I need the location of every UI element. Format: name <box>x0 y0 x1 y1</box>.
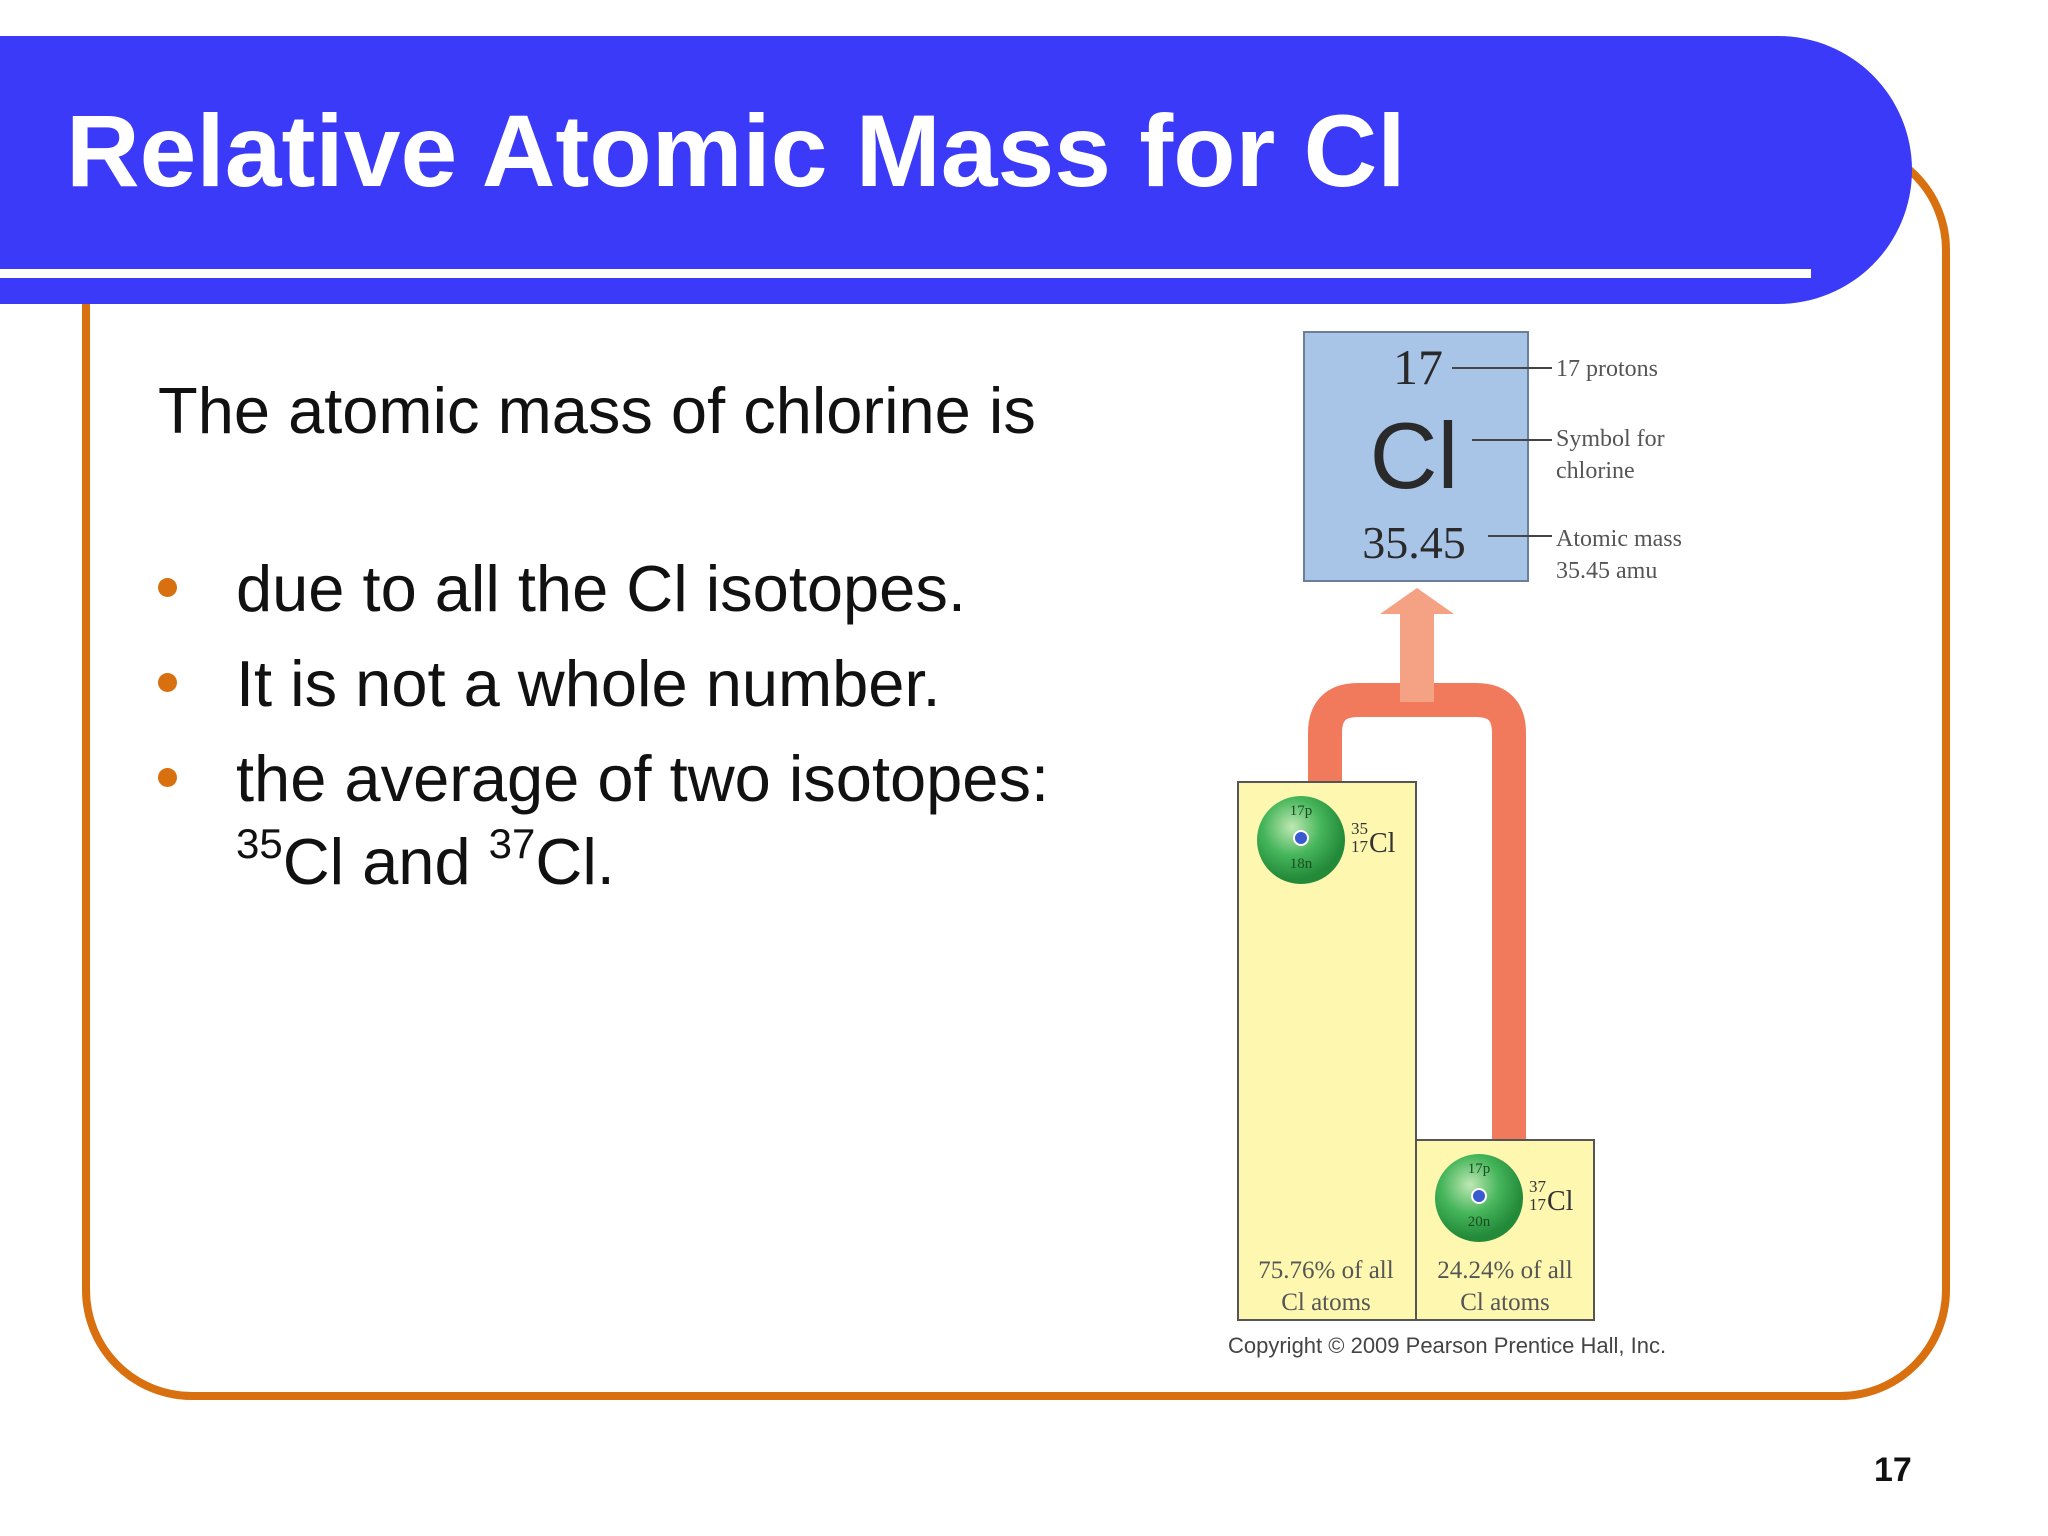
bullet-item-2 <box>158 545 1036 720</box>
slide-title: Relative Atomic Mass for Cl <box>66 94 1406 208</box>
mass-number-37: 37 <box>488 820 536 867</box>
label-symbol-line1: Symbol for <box>1556 426 1665 452</box>
isotope-37-symbol: Cl <box>1547 1186 1574 1217</box>
isotope-35-percent-line1: 75.76% of all <box>1258 1257 1394 1284</box>
label-protons: 17 protons <box>1556 356 1658 382</box>
mass-number-35: 35 <box>236 820 283 867</box>
isotope-35-percent-line2: Cl atoms <box>1281 1289 1371 1316</box>
nucleus-37-protons: 17p <box>1467 1161 1491 1177</box>
isotope-text-2: Cl. <box>535 825 615 898</box>
nucleus-35-protons: 17p <box>1289 803 1313 819</box>
isotope-35-symbol: Cl <box>1369 828 1396 859</box>
copyright-text: Copyright © 2009 Pearson Prentice Hall, Inc. <box>1228 1333 1667 1358</box>
element-symbol: Cl <box>1369 403 1459 508</box>
isotope-diagram <box>1200 320 1760 1360</box>
bullet-text: due to all the Cl isotopes. <box>236 552 966 625</box>
title-underline <box>0 269 1811 278</box>
isotope-37-box <box>1416 1140 1594 1320</box>
nucleus-35-neutrons: 18n <box>1289 856 1313 872</box>
isotope-35-atomic-number: 17 <box>1351 837 1368 856</box>
flow-arrow-head <box>1380 588 1454 614</box>
isotope-text-1: Cl and <box>282 825 489 898</box>
element-box <box>1304 332 1682 584</box>
intro-text: The atomic mass of chlorine is <box>158 374 1036 447</box>
isotope-37-mass-number: 37 <box>1529 1177 1546 1196</box>
bullet-dot-icon <box>158 673 177 692</box>
label-mass-line2: 35.45 amu <box>1556 558 1658 584</box>
isotope-35-box <box>1238 782 1416 1320</box>
atomic-mass: 35.45 <box>1362 517 1466 568</box>
isotope-37-atomic-number: 17 <box>1529 1195 1546 1214</box>
nucleus-37-neutrons: 20n <box>1467 1214 1491 1230</box>
isotope-37-percent-line1: 24.24% of all <box>1437 1257 1573 1284</box>
bullet-dot-icon <box>158 768 177 787</box>
nucleus-37-core <box>1472 1189 1486 1203</box>
bullet-text: It is not a whole number. <box>236 647 941 720</box>
label-mass-line1: Atomic mass <box>1556 526 1682 552</box>
isotope-37-percent-line2: Cl atoms <box>1460 1289 1550 1316</box>
label-symbol-line2: chlorine <box>1556 458 1635 484</box>
isotope-35-mass-number: 35 <box>1351 819 1368 838</box>
atomic-number: 17 <box>1393 339 1443 395</box>
nucleus-35-core <box>1294 831 1308 845</box>
isotope-notation <box>236 820 615 901</box>
flow-arrow-stem <box>1400 610 1434 702</box>
page-number: 17 <box>1874 1451 1912 1489</box>
bullet-text: the average of two isotopes: <box>236 742 1050 815</box>
slide-body <box>158 372 1050 898</box>
bullet-item-1 <box>158 450 1036 625</box>
